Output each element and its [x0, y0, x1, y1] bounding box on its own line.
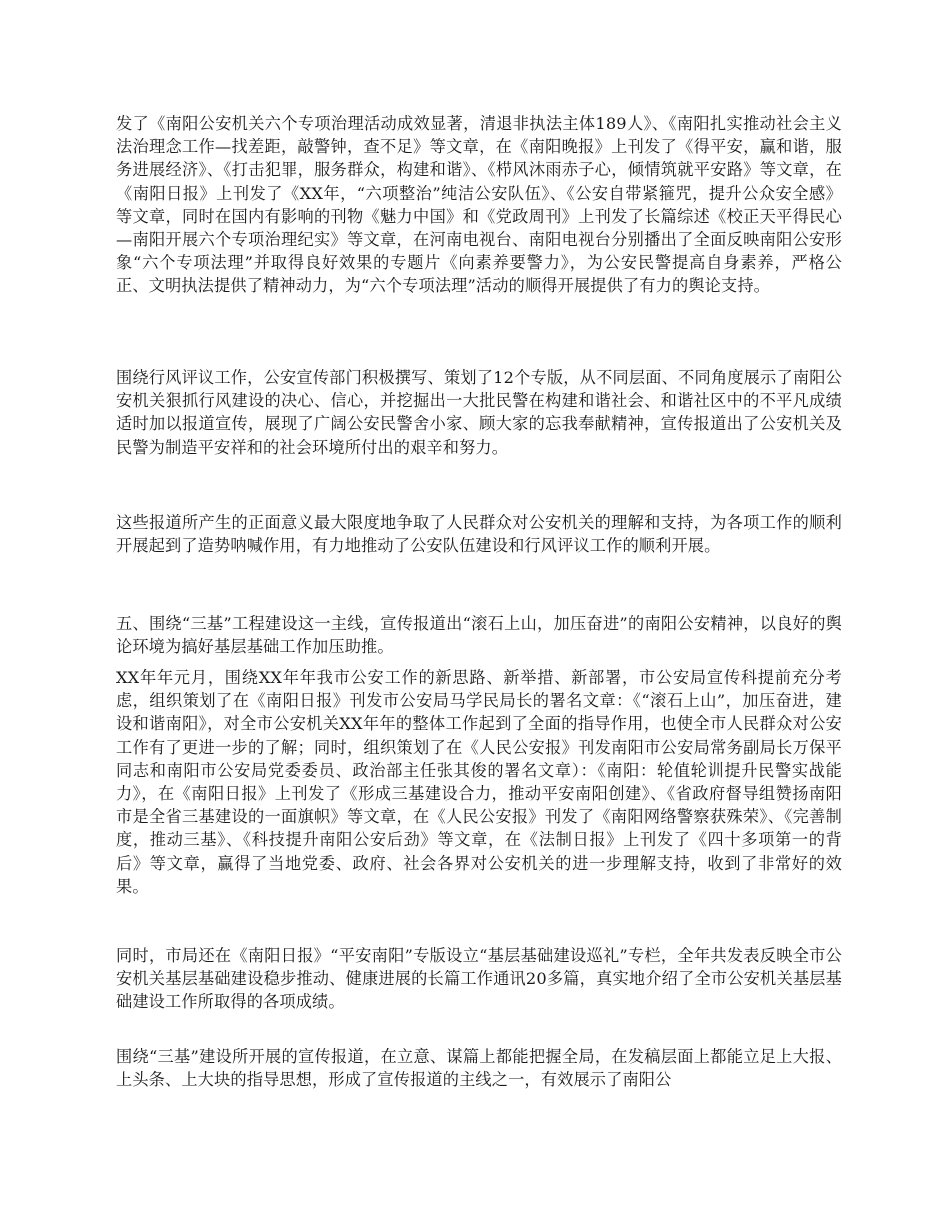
paragraph-work-style-review: 围绕行风评议工作，公安宣传部门积极撰写、策划了12个专版，从不同层面、不同角度展示了南阳公安机关狠抓行风建设的决心、信心，并挖掘出一大批民警在构建和谐社会、和谐社区中的不平凡成绩适时加以报道宣传，展现了广阔公安民警舍小家、顾大家的忘我奉献精神，宣传报道出了公安机关及民警为制造平安祥和的社会环境所付出的艰辛和努力。	[116, 368, 842, 457]
paragraph-three-basics-reporting: 围绕“三基”建设所开展的宣传报道，在立意、谋篇上都能把握全局，在发稿层面上都能立足上大报、上头条、上大块的指导思想，形成了宣传报道的主线之一，有效展示了南阳公	[116, 1047, 842, 1090]
paragraph-january-articles: XX年年元月，围绕XX年年我市公安工作的新思路、新举措、新部署，市公安局宣传科提前充分考虑，组织策划了在《南阳日报》刊发市公安局马学民局长的署名文章：《“滚石上山”，加压奋进，建设和谐南阳》，对全市公安机关XX年年的整体工作起到了全面的指导作用，也使全市人民群众对公安工作有了更进一步的了解；同时，组织策划了在《人民公安报》刊发南阳市公安局常务副局长万保平同志和南阳市公安局党委委员、政治部主任张其俊的署名文章）：《南阳：轮值轮训提升民警实战能力》，在《南阳日报》上刊发了《形成三基建设合力，推动平安南阳创建》、《省政府督导组赞扬南阳市是全省三基建设的一面旗帜》等文章，在《人民公安报》刊发了《南阳网络警察获殊荣》、《完善制度，推动三基》、《科技提升南阳公安后劲》等文章，在《法制日报》上刊发了《四十多项第一的背后》等文章，赢得了当地党委、政府、社会各界对公安机关的进一步理解支持，收到了非常好的效果。	[116, 668, 842, 896]
paragraph-positive-impact: 这些报道所产生的正面意义最大限度地争取了人民群众对公安机关的理解和支持，为各项工作的顺利开展起到了造势呐喊作用，有力地推动了公安队伍建设和行风评议工作的顺利开展。	[116, 513, 842, 556]
paragraph-publicity-six-campaigns: 发了《南阳公安机关六个专项治理活动成效显著，清退非执法主体189人》、《南阳扎实推动社会主义法治理念工作—找差距，敲警钟，查不足》等文章，在《南阳晚报》上刊发了《得平安，赢和谐，服务进展经济》、《打击犯罪，服务群众，构建和谐》、《栉风沐雨赤子心，倾情筑就平安路》等文章，在《南阳日报》上刊发了《XX年，“六项整治”纯洁公安队伍》、《公安自带紧箍咒，提升公众安全感》等文章，同时在国内有影响的刊物《魅力中国》和《党政周刊》上刊发了长篇综述《校正天平得民心—南阳开展六个专项治理纪实》等文章，在河南电视台、南阳电视台分别播出了全面反映南阳公安形象“六个专项法理”并取得良好效果的专题片《向素养要警力》，为公安民警提高自身素养，严格公正、文明执法提供了精神动力，为“六个专项法理”活动的顺得开展提供了有力的舆论支持。	[116, 114, 842, 296]
paragraph-grassroots-column: 同时，市局还在《南阳日报》“平安南阳”专版设立“基层基础建设巡礼”专栏，全年共发表反映全市公安机关基层基础建设稳步推动、健康进展的长篇工作通讯20多篇，真实地介绍了全市公安机关基层基础建设工作所取得的各项成绩。	[116, 946, 842, 1012]
section-heading-five: 五、围绕“三基”工程建设这一主线，宣传报道出“滚石上山，加压奋进”的南阳公安精神，以良好的舆论环境为搞好基层基础工作加压助推。	[116, 614, 842, 657]
